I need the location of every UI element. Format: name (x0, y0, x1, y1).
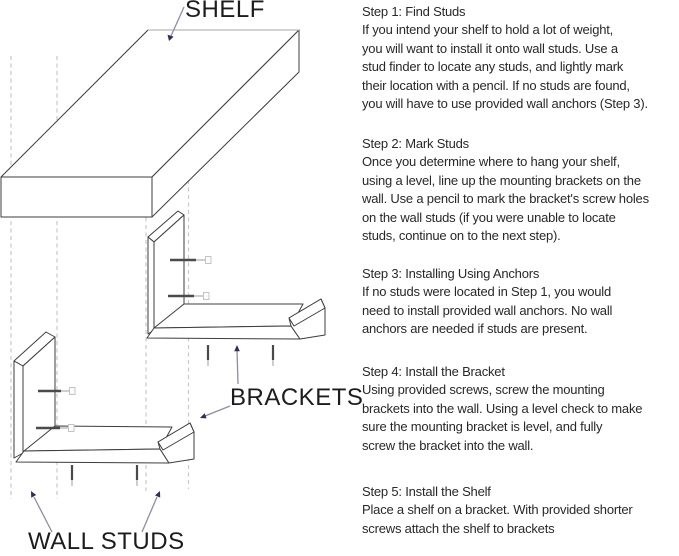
step-1 (362, 3, 678, 113)
step-2 (362, 135, 678, 245)
step-1-title: Step 1: Find Studs (362, 4, 466, 19)
screw-head (204, 293, 210, 300)
step-1-body (362, 21, 678, 113)
bracket-upper-arm-front (147, 326, 300, 339)
shelf-board (1, 30, 299, 217)
step-4-title: Step 4: Install the Bracket (362, 364, 505, 379)
step-4 (362, 363, 678, 455)
step-text-line: on the wall studs (if you were unable to locate (362, 209, 616, 225)
step-3-title: Step 3: Installing Using Anchors (362, 266, 540, 281)
brackets-arrow-up-icon (234, 345, 240, 384)
step-text-line: Using provided screws, screw the mounting (362, 382, 605, 398)
bracket-lower-plate-side (14, 361, 23, 458)
step-2-title: Step 2: Mark Studs (362, 136, 469, 151)
step-5 (362, 483, 678, 538)
step-text-line: If you intend your shelf to hold a lot of weight, (362, 22, 614, 38)
step-text-line: you will have to use provided wall anchors (Step 3). (362, 96, 648, 112)
step-text-line: anchors are needed if studs are present. (362, 321, 588, 337)
wall-studs-arrow-left-icon (31, 491, 52, 532)
step-text-line: If no studs were located in Step 1, you would (362, 284, 611, 300)
shelf-label: SHELF (185, 0, 265, 23)
brackets-arrow-down-icon (200, 406, 230, 418)
screw-head (206, 257, 212, 264)
bracket-upper-plate-side (148, 237, 154, 334)
step-3-body (362, 283, 678, 338)
step-text-line: their location with a pencil. If no studs are found, (362, 77, 630, 93)
step-text-line: studs, continue on to the next step). (362, 228, 561, 244)
step-text-line: you will want to install it onto wall studs. Use a (362, 40, 618, 56)
wall-studs-label: WALL STUDS (28, 528, 185, 555)
step-text-line: using a level, line up the mounting brackets on the (362, 172, 641, 188)
step-text-line: wall. Use a pencil to mark the bracket's screw holes (362, 191, 649, 207)
step-text-line: Place a shelf on a bracket. With provided shorter (362, 502, 633, 518)
step-text-line: screws attach the shelf to brackets (362, 520, 555, 536)
step-4-body (362, 381, 678, 455)
step-text-line: stud finder to locate any studs, and lightly mark (362, 59, 624, 75)
step-text-line: screw the bracket into the wall. (362, 437, 534, 453)
bracket-upper (147, 211, 325, 339)
step-text-line: need to install provided wall anchors. No wall (362, 302, 613, 318)
step-2-body (362, 153, 678, 245)
bracket-lower (14, 332, 194, 463)
step-text-line: brackets into the wall. Using a level check to make (362, 400, 643, 416)
step-text-line: Once you determine where to hang your shelf, (362, 154, 620, 170)
step-3 (362, 265, 678, 339)
screw-head (70, 388, 76, 395)
step-5-body (362, 501, 678, 538)
step-text-line: sure the mounting bracket is level, and fully (362, 419, 603, 435)
step-5-title: Step 5: Install the Shelf (362, 484, 491, 499)
wall-studs-arrow-right-icon (142, 491, 160, 532)
bracket-lower-arm-front (16, 449, 169, 463)
brackets-label: BRACKETS (230, 384, 364, 411)
screw-head (69, 425, 75, 432)
shelf-front-face (1, 177, 152, 217)
